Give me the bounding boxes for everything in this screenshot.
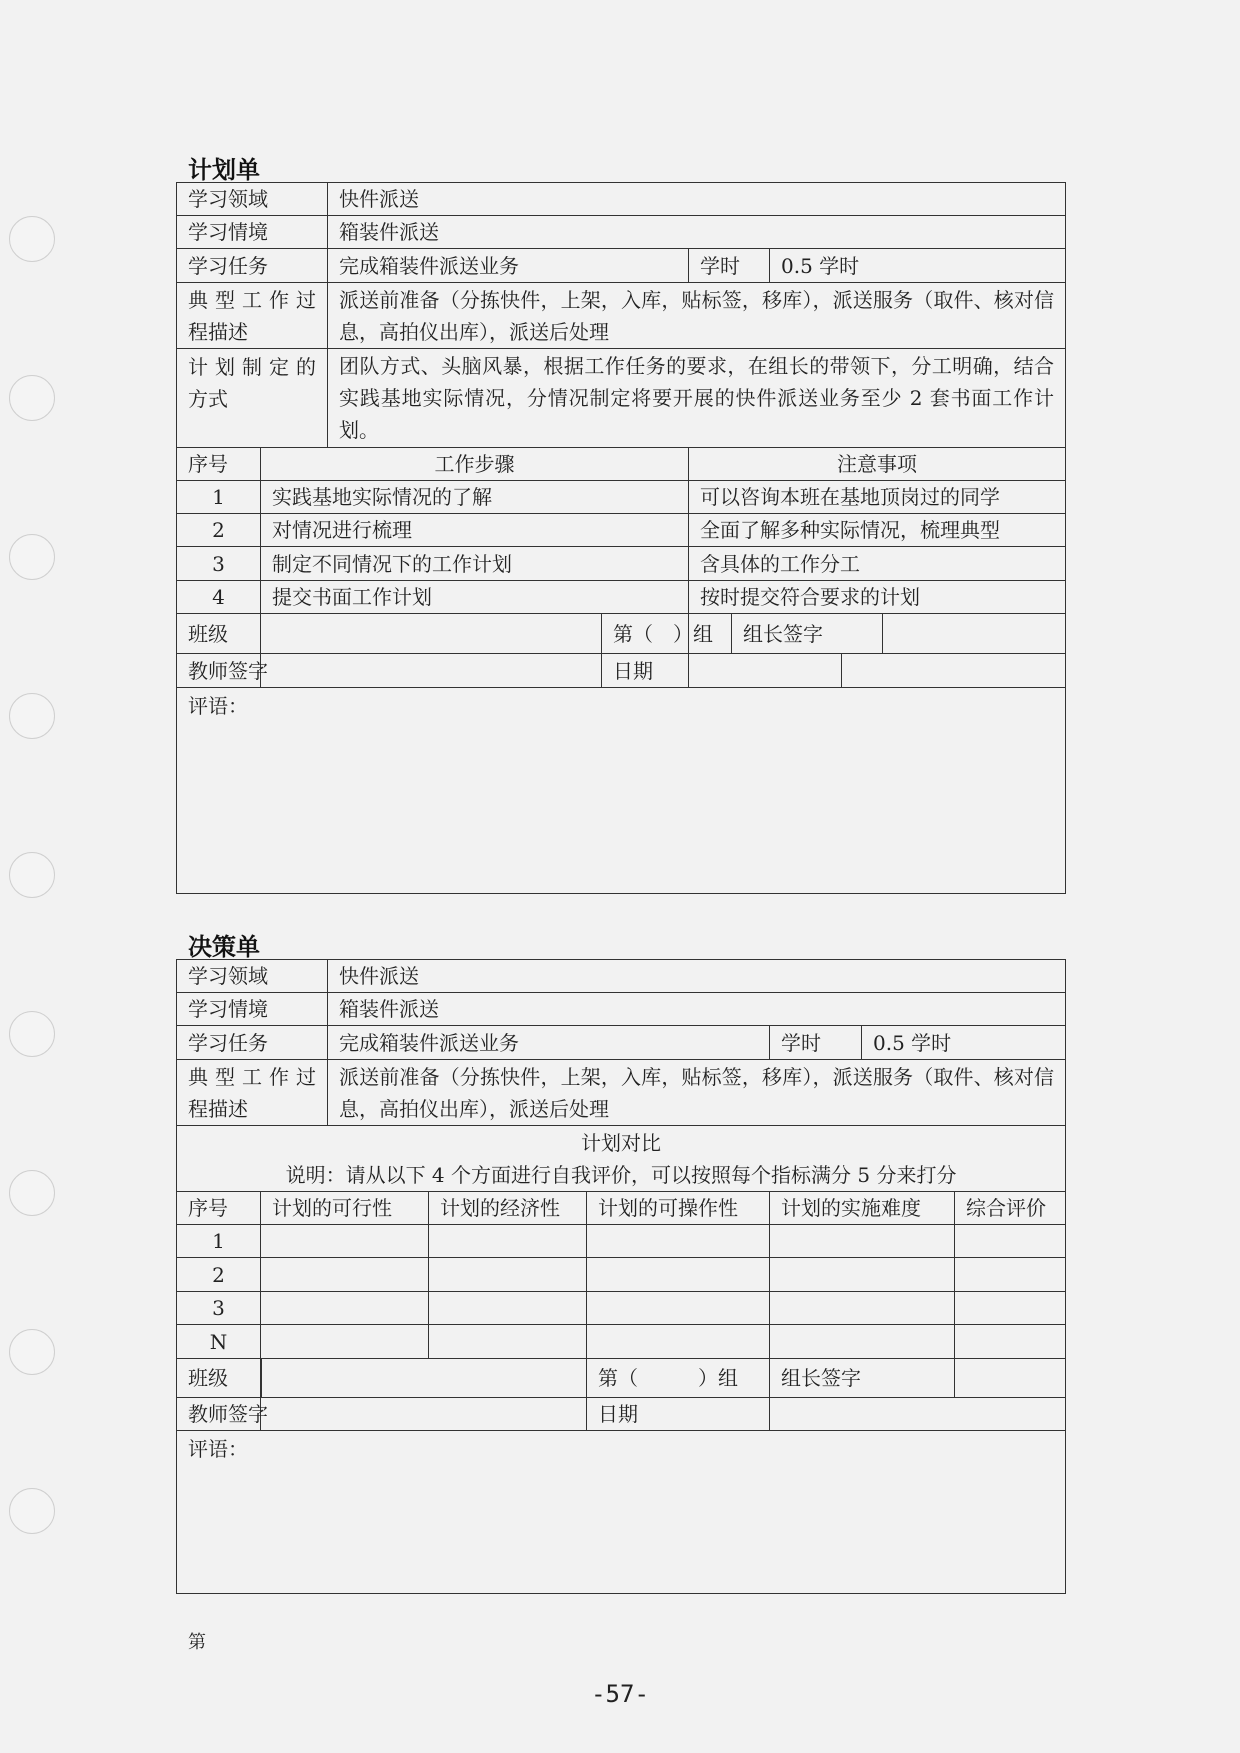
plan-comment-label: 评语： <box>188 694 248 718</box>
plan-row-step: 制定不同情况下的工作计划 <box>261 547 689 581</box>
binder-hole <box>9 1011 55 1057</box>
plan-class-label: 班级 <box>177 614 261 654</box>
decision-group-label: 第（ ）组 <box>587 1359 770 1398</box>
decision-compare-header <box>177 1126 1066 1192</box>
decision-process-label-line2: 程描述 <box>188 1096 248 1121</box>
score-operability[interactable] <box>587 1292 770 1325</box>
score-feasibility[interactable] <box>261 1292 429 1325</box>
plan-leader-label: 组长签字 <box>743 621 823 646</box>
plan-teacher-label: 教师签字 <box>177 654 261 688</box>
decision-compare-note: 说明：请从以下 4 个方面进行自我评价，可以按照每个指标满分 5 分来打分 <box>285 1162 957 1187</box>
score-overall[interactable] <box>955 1258 1066 1292</box>
score-feasibility[interactable] <box>261 1258 429 1292</box>
plan-row-no: 4 <box>177 581 261 614</box>
plan-row-no: 2 <box>177 514 261 547</box>
score-overall[interactable] <box>955 1292 1066 1325</box>
decision-task-value: 完成箱装件派送业务 <box>328 1026 770 1060</box>
decision-col-feasibility: 计划的可行性 <box>261 1192 429 1225</box>
decision-leader-signature[interactable] <box>955 1359 1066 1398</box>
decision-process-label <box>177 1060 328 1126</box>
plan-group-label: 第（ ）组 <box>613 621 713 646</box>
score-feasibility[interactable] <box>261 1225 429 1258</box>
plan-title: 计划单 <box>188 156 260 184</box>
table-row <box>177 581 1066 614</box>
table-row <box>177 1292 1066 1325</box>
binder-hole <box>9 216 55 262</box>
score-feasibility[interactable] <box>261 1325 429 1359</box>
plan-row-note: 可以咨询本班在基地顶岗过的同学 <box>689 481 1066 514</box>
score-economy[interactable] <box>429 1258 587 1292</box>
decision-comment-box[interactable] <box>177 1431 1066 1594</box>
score-difficulty[interactable] <box>770 1258 955 1292</box>
plan-process-label <box>177 283 328 349</box>
decision-leader-label: 组长签字 <box>770 1359 955 1398</box>
table-row <box>177 1225 1066 1258</box>
score-operability[interactable] <box>587 1325 770 1359</box>
decision-row-no: 2 <box>177 1258 261 1292</box>
score-overall[interactable] <box>955 1225 1066 1258</box>
plan-method-value: 团队方式、头脑风暴，根据工作任务的要求，在组长的带领下，分工明确，结合实践基地实际情况，分情况制定将要开展的快件派送业务至少 2 套书面工作计划。 <box>328 349 1066 448</box>
binder-hole <box>9 1170 55 1216</box>
decision-teacher-signature[interactable] <box>261 1398 587 1431</box>
footer-label: 第 <box>188 1632 206 1653</box>
decision-row-no: N <box>177 1325 261 1359</box>
binder-hole <box>9 693 55 739</box>
plan-col-steps: 工作步骤 <box>261 448 689 481</box>
page-number: -57- <box>591 1680 649 1708</box>
plan-date-field[interactable] <box>689 654 1066 688</box>
plan-field-value: 快件派送 <box>328 183 1066 216</box>
plan-task-value: 完成箱装件派送业务 <box>328 249 689 283</box>
plan-process-label-line1: 典型工作过 <box>188 287 316 312</box>
decision-compare-title: 计划对比 <box>581 1130 662 1155</box>
table-row <box>177 1325 1066 1359</box>
decision-situation-label: 学习情境 <box>177 993 328 1026</box>
plan-class-field[interactable] <box>261 614 713 654</box>
decision-row-no: 3 <box>177 1292 261 1325</box>
plan-process-value: 派送前准备（分拣快件，上架，入库，贴标签，移库），派送服务（取件、核对信息，高拍仪出库），派送后处理 <box>328 283 1066 349</box>
plan-hours-label: 学时 <box>689 249 770 283</box>
decision-class-input[interactable] <box>262 1359 587 1397</box>
decision-task-label: 学习任务 <box>177 1026 328 1060</box>
table-row <box>177 481 1066 514</box>
plan-task-label: 学习任务 <box>177 249 328 283</box>
score-difficulty[interactable] <box>770 1292 955 1325</box>
plan-row-note: 按时提交符合要求的计划 <box>689 581 1066 614</box>
plan-col-no: 序号 <box>177 448 261 481</box>
decision-date-input[interactable] <box>770 1398 1066 1431</box>
decision-comment-label: 评语： <box>188 1437 248 1461</box>
binder-hole <box>9 1329 55 1375</box>
plan-comment-box[interactable] <box>177 688 1066 894</box>
plan-hours-value: 0.5 学时 <box>770 249 1066 283</box>
score-operability[interactable] <box>587 1258 770 1292</box>
plan-teacher-field[interactable] <box>261 654 689 688</box>
decision-class-field[interactable] <box>261 1359 587 1398</box>
plan-row-step: 提交书面工作计划 <box>261 581 689 614</box>
plan-row-no: 3 <box>177 547 261 581</box>
plan-row-step: 实践基地实际情况的了解 <box>261 481 689 514</box>
plan-method-label <box>177 349 328 448</box>
plan-situation-label: 学习情境 <box>177 216 328 249</box>
plan-date-spacer <box>689 654 842 687</box>
decision-date-label: 日期 <box>587 1398 770 1431</box>
decision-col-overall: 综合评价 <box>955 1192 1066 1225</box>
decision-class-label: 班级 <box>177 1359 261 1398</box>
decision-title: 决策单 <box>188 933 260 961</box>
plan-row-no: 1 <box>177 481 261 514</box>
table-row <box>177 514 1066 547</box>
plan-leader-signature[interactable] <box>883 614 1066 654</box>
decision-col-operability: 计划的可操作性 <box>587 1192 770 1225</box>
decision-col-economy: 计划的经济性 <box>429 1192 587 1225</box>
table-row <box>177 1258 1066 1292</box>
plan-method-label-line2: 方式 <box>188 387 228 411</box>
plan-row-note: 全面了解多种实际情况，梳理典型 <box>689 514 1066 547</box>
plan-leader-cell <box>689 614 883 654</box>
plan-situation-value: 箱装件派送 <box>328 216 1066 249</box>
binder-hole <box>9 534 55 580</box>
score-economy[interactable] <box>429 1225 587 1258</box>
plan-date-label: 日期 <box>613 658 653 683</box>
plan-table <box>176 182 1066 894</box>
score-difficulty[interactable] <box>770 1225 955 1258</box>
plan-date-input[interactable] <box>842 654 1066 687</box>
binder-hole <box>9 375 55 421</box>
plan-field-label: 学习领域 <box>177 183 328 216</box>
table-row <box>177 547 1066 581</box>
decision-teacher-label: 教师签字 <box>177 1398 261 1431</box>
decision-field-label: 学习领域 <box>177 960 328 993</box>
decision-col-no: 序号 <box>177 1192 261 1225</box>
score-overall[interactable] <box>955 1325 1066 1359</box>
decision-table <box>176 959 1066 1594</box>
plan-class-input[interactable] <box>261 614 602 653</box>
plan-col-notes: 注意事项 <box>689 448 1066 481</box>
plan-teacher-signature[interactable] <box>261 654 602 687</box>
plan-method-label-line1: 计划制定的 <box>188 355 316 379</box>
decision-row-no: 1 <box>177 1225 261 1258</box>
plan-row-note: 含具体的工作分工 <box>689 547 1066 581</box>
decision-process-value: 派送前准备（分拣快件，上架，入库，贴标签，移库），派送服务（取件、核对信息，高拍仪出库），派送后处理 <box>328 1060 1066 1126</box>
plan-row-step: 对情况进行梳理 <box>261 514 689 547</box>
decision-field-value: 快件派送 <box>328 960 1066 993</box>
decision-process-label-line1: 典型工作过 <box>188 1064 316 1089</box>
binder-hole <box>9 1488 55 1534</box>
decision-col-difficulty: 计划的实施难度 <box>770 1192 955 1225</box>
decision-hours-label: 学时 <box>770 1026 862 1060</box>
score-economy[interactable] <box>429 1325 587 1359</box>
plan-process-label-line2: 程描述 <box>188 319 248 344</box>
decision-hours-value: 0.5 学时 <box>862 1026 1066 1060</box>
score-operability[interactable] <box>587 1225 770 1258</box>
score-economy[interactable] <box>429 1292 587 1325</box>
decision-situation-value: 箱装件派送 <box>328 993 1066 1026</box>
score-difficulty[interactable] <box>770 1325 955 1359</box>
binder-hole <box>9 852 55 898</box>
